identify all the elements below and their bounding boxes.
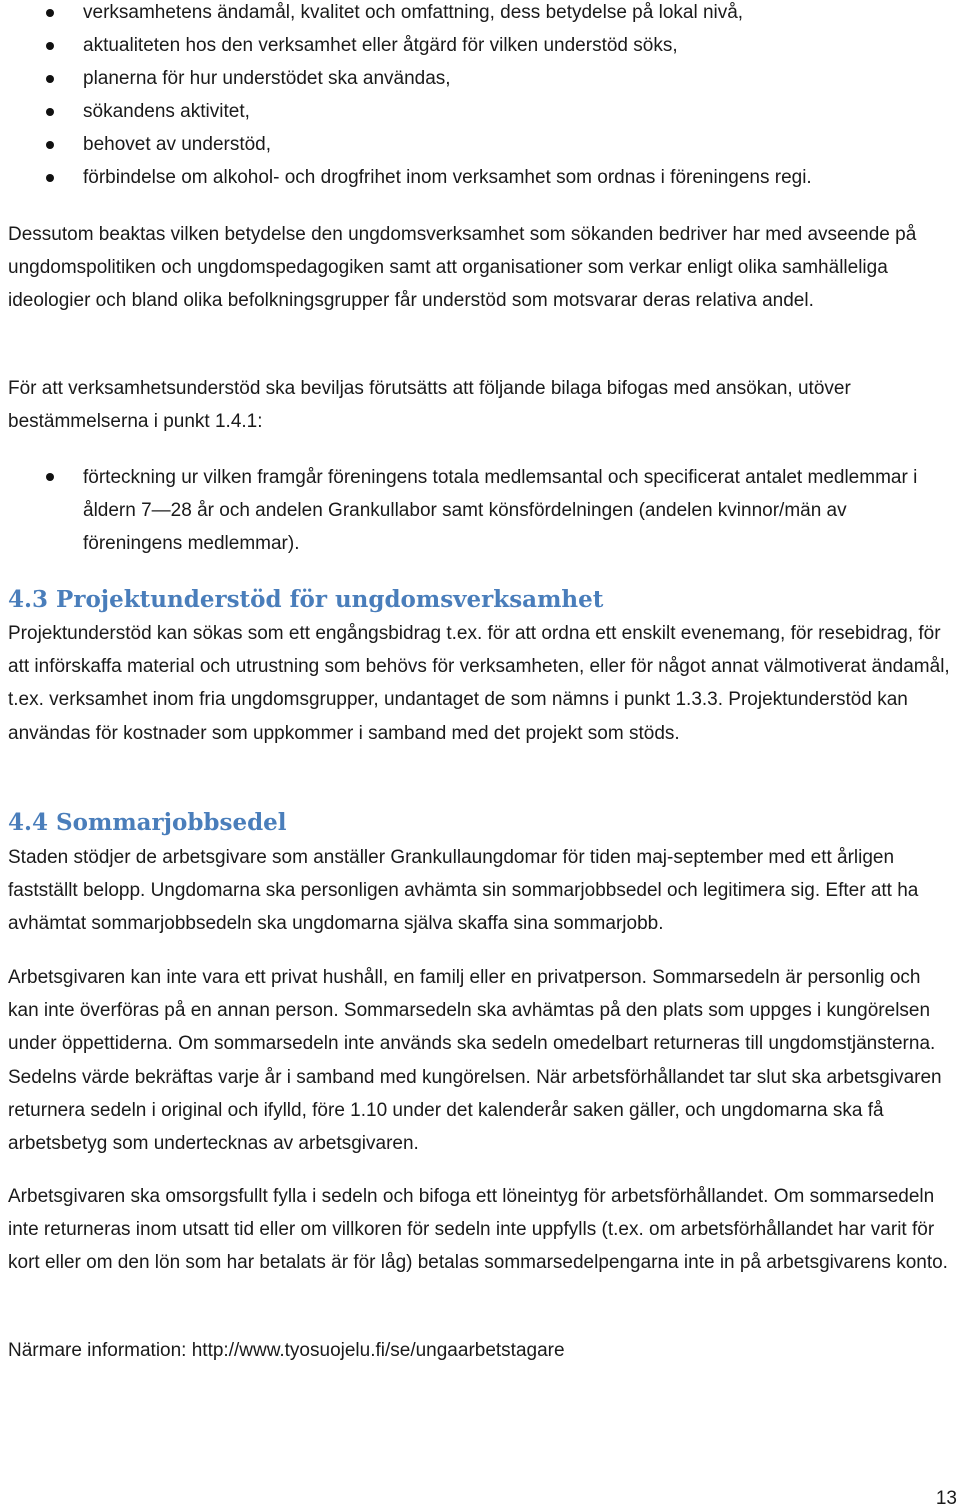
list-item-text: behovet av understöd, [83,134,272,155]
list-item [0,461,960,560]
bullet-icon [46,141,54,149]
bullet-icon [46,42,54,50]
list-item-text: planerna för hur understödet ska användas, [83,68,451,89]
criteria-list [0,0,960,198]
list-item-text: sökandens aktivitet, [83,101,250,122]
more-info-line: Närmare information: http://www.tyosuojelu.fi/se/ungaarbetstagare [8,1340,565,1361]
list-item [0,132,960,165]
list-item [0,165,960,198]
list-item [0,99,960,132]
section-number: 4.3 [8,586,49,613]
section-title: Sommarjobbsedel [56,809,287,836]
list-item [0,0,960,33]
bullet-icon [46,174,54,182]
section-heading-4-3 [8,585,603,615]
section-4-4-body-1: Staden stödjer de arbetsgivare som anställer Grankullaungdomar för tiden maj-september med ett årligen fastställt belopp. Ungdomarna ska personligen avhämta sin sommarjobbsedel och legitimera sig. Efter att ha avhämtat sommarjobbsedeln ska ungdomarna själva skaffa sina sommarjobb. [8,847,919,935]
section-number: 4.4 [8,809,49,836]
page-number: 13 [935,1488,957,1509]
youth-paragraph: Dessutom beaktas vilken betydelse den ungdomsverksamhet som sökanden bedriver har med avseende på ungdomspolitiken och ungdomspedagogiken samt att organisationer som verkar enligt olika samhälleliga ideologier och bland olika befolkningsgrupper får understöd som motsvarar deras relativa andel. [8,224,917,312]
section-4-3-body: Projektunderstöd kan sökas som ett engångsbidrag t.ex. för att ordna ett enskilt evenemang, för resebidrag, för att införskaffa material och utrustning som behövs för verksamheten, eller för något annat välmotiverat ändamål, t.ex. verksamhet inom fria ungdomsgrupper, undantaget de som nämns i punkt 1.3.3. Projektunderstöd kan användas för kostnader som uppkommer i samband med det projekt som stöds. [8,623,950,744]
section-heading-4-4 [8,808,287,838]
section-4-4-body-2: Arbetsgivaren kan inte vara ett privat hushåll, en familj eller en privatperson. Sommarsedeln är personlig och kan inte överföras på en annan person. Sommarsedeln ska avhämtas på den plats som uppges i kungörelsen under öppettiderna. Om sommarsedeln inte används ska sedeln omedelbart returneras till ungdomstjänsterna. Sedelns värde bekräftas varje år i samband med kungörelsen. När arbetsförhållandet tar slut ska arbetsgivaren returnera sedeln i original och ifylld, före 1.10 under det kalenderår saken gäller, och ungdomarna ska få arbetsbetyg som undertecknas av arbetsgivaren. [8,967,942,1155]
list-item-text: förbindelse om alkohol- och drogfrihet inom verksamhet som ordnas i föreningens regi. [83,167,812,188]
bullet-icon [46,108,54,116]
attachment-list [0,461,960,560]
list-item [0,33,960,66]
bullet-icon [46,9,54,17]
list-item-text: verksamhetens ändamål, kvalitet och omfattning, dess betydelse på lokal nivå, [83,2,744,23]
list-item-text: aktualiteten hos den verksamhet eller åtgärd för vilken understöd söks, [83,35,678,56]
attachment-paragraph: För att verksamhetsunderstöd ska beviljas förutsätts att följande bilaga bifogas med ansökan, utöver bestämmelserna i punkt 1.4.1: [8,378,851,433]
section-4-4-body-3: Arbetsgivaren ska omsorgsfullt fylla i sedeln och bifoga ett löneintyg för arbetsförhållandet. Om sommarsedeln inte returneras inom utsatt tid eller om villkoren för sedeln inte uppfylls (t.ex. om arbetsförhållandet har varit för kort eller om den lön som har betalats är för låg) betalas sommarsedelpengarna inte in på arbetsgivarens konto. [8,1186,948,1274]
bullet-icon [46,473,54,481]
section-title: Projektunderstöd för ungdomsverksamhet [56,586,604,613]
list-item [0,66,960,99]
list-item-text: förteckning ur vilken framgår föreningens totala medlemsantal och specificerat antalet medlemmar i åldern 7—28 år och andelen Grankullabor samt könsfördelningen (andelen kvinnor/män av föreningens medlemmar). [83,467,918,554]
bullet-icon [46,75,54,83]
